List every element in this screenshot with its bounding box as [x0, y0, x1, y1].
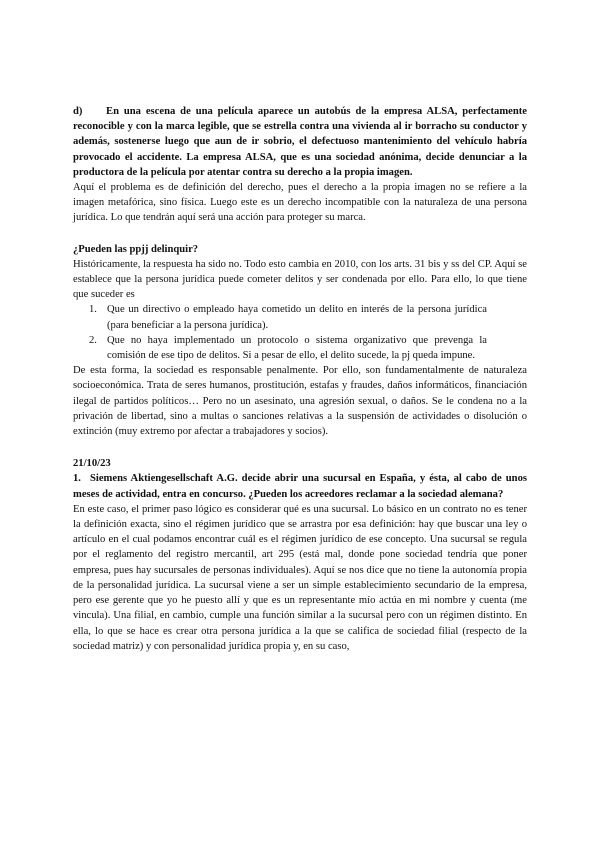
case-d-statement-text: En una escena de una película aparece un autobús de la empresa ALSA, perfectamente reconocible y con la marca legible, que se estrella contra una vivienda al ir borracho su conductor y además, sostenerse luego que aun de ir sobrio, el defectuoso mantenimiento del vehículo habría provocado el accidente. La empresa ALSA, que es una sociedad anónima, decide denunciar a la productora de la película por atentar contra su derecho a la propia imagen. — [73, 106, 527, 178]
question-text: Siemens Aktiengesellschaft A.G. decide abrir una sucursal en España, y ésta, al cabo de unos meses de actividad, entra en concurso. ¿Pueden los acreedores reclamar a la sociedad alemana? — [73, 473, 527, 500]
spacer — [73, 226, 527, 242]
case-d-letter: d) — [73, 106, 83, 117]
siemens-question — [73, 471, 527, 501]
spacer — [73, 439, 527, 456]
document-page — [73, 104, 527, 654]
list-item-text: Que un directivo o empleado haya cometido un delito en interés de la persona jurídica (para beneficiar a la persona jurídica). — [107, 304, 487, 331]
question-number: 1. — [73, 473, 81, 485]
ppjj-conditions-list — [73, 302, 527, 363]
list-item — [73, 302, 527, 332]
session-date: 21/10/23 — [73, 458, 111, 470]
list-item-text: Que no haya implementado un protocolo o sistema organizativo que prevenga la comisión de ese tipo de delitos. Si a pesar de ello, el delito sucede, la pj queda impune. — [107, 334, 487, 362]
list-item-number: 2. — [89, 334, 97, 346]
list-item-number: 1. — [89, 304, 97, 316]
ppjj-conclusion: De esta forma, la sociedad es responsable penalmente. Por ello, son fundamentalmente de naturaleza socioeconómica. Trata de seres humanos, prostitución, estafas y fraudes, daños informáticos, financiación ilegal de partidos políticos… Pero no un asesinato, una agresión sexual, o daños. Se le condena no a la privación de libertad, sino a multas o sanciones relativas a la suspensión de actividades o disolución o extinción (muy extremo por afectar a trabajadores y socios). — [73, 365, 527, 438]
ppjj-heading: ¿Pueden las ppjj delinquir? — [73, 243, 199, 255]
case-d-statement — [73, 104, 527, 180]
siemens-answer: En este caso, el primer paso lógico es considerar qué es una sucursal. Lo básico en un contrato no es tener la definición exacta, sino el régimen jurídico que se arrastra por esa definición: hay que buscar una ley o artículo en el cual podamos encontrar cuál es el régimen jurídico de ese concepto. Una sucursal se regula por el reglamento del registro mercantil, art 295 (está mal, donde pone sociedad tendría que poner empresa, pues hay sucursales de personas individuales). Aquí se nos dice que no tiene la autonomía propia de la personalidad jurídica. La sucursal viene a ser un simple establecimiento secundario de la empresa, pero ese gerente que yo he puesto allí y que es un representante mío actúa en mi nombre y cuenta (me vincula). Una filial, en cambio, cumple una función similar a la sucursal pero con un régimen distinto. En ella, lo que se hace es crear otra persona jurídica a la que se califica de sociedad filial (respecto de la sociedad matriz) y con personalidad jurídica propia y, en su caso, — [73, 503, 527, 652]
ppjj-intro: Históricamente, la respuesta ha sido no. Todo esto cambia en 2010, con los arts. 31 bis y ss del CP. Aquí se establece que la persona jurídica puede cometer delitos y ser condenada por ello. Para ello, lo que tiene que suceder es — [73, 258, 527, 301]
case-d-answer: Aquí el problema es de definición del derecho, pues el derecho a la propia imagen no se refiere a la imagen metafórica, sino física. Luego este es un derecho incompatible con la naturaleza de una persona jurídica. Lo que tendrán aquí será una acción para proteger su marca. — [73, 182, 527, 224]
list-item — [73, 333, 527, 363]
